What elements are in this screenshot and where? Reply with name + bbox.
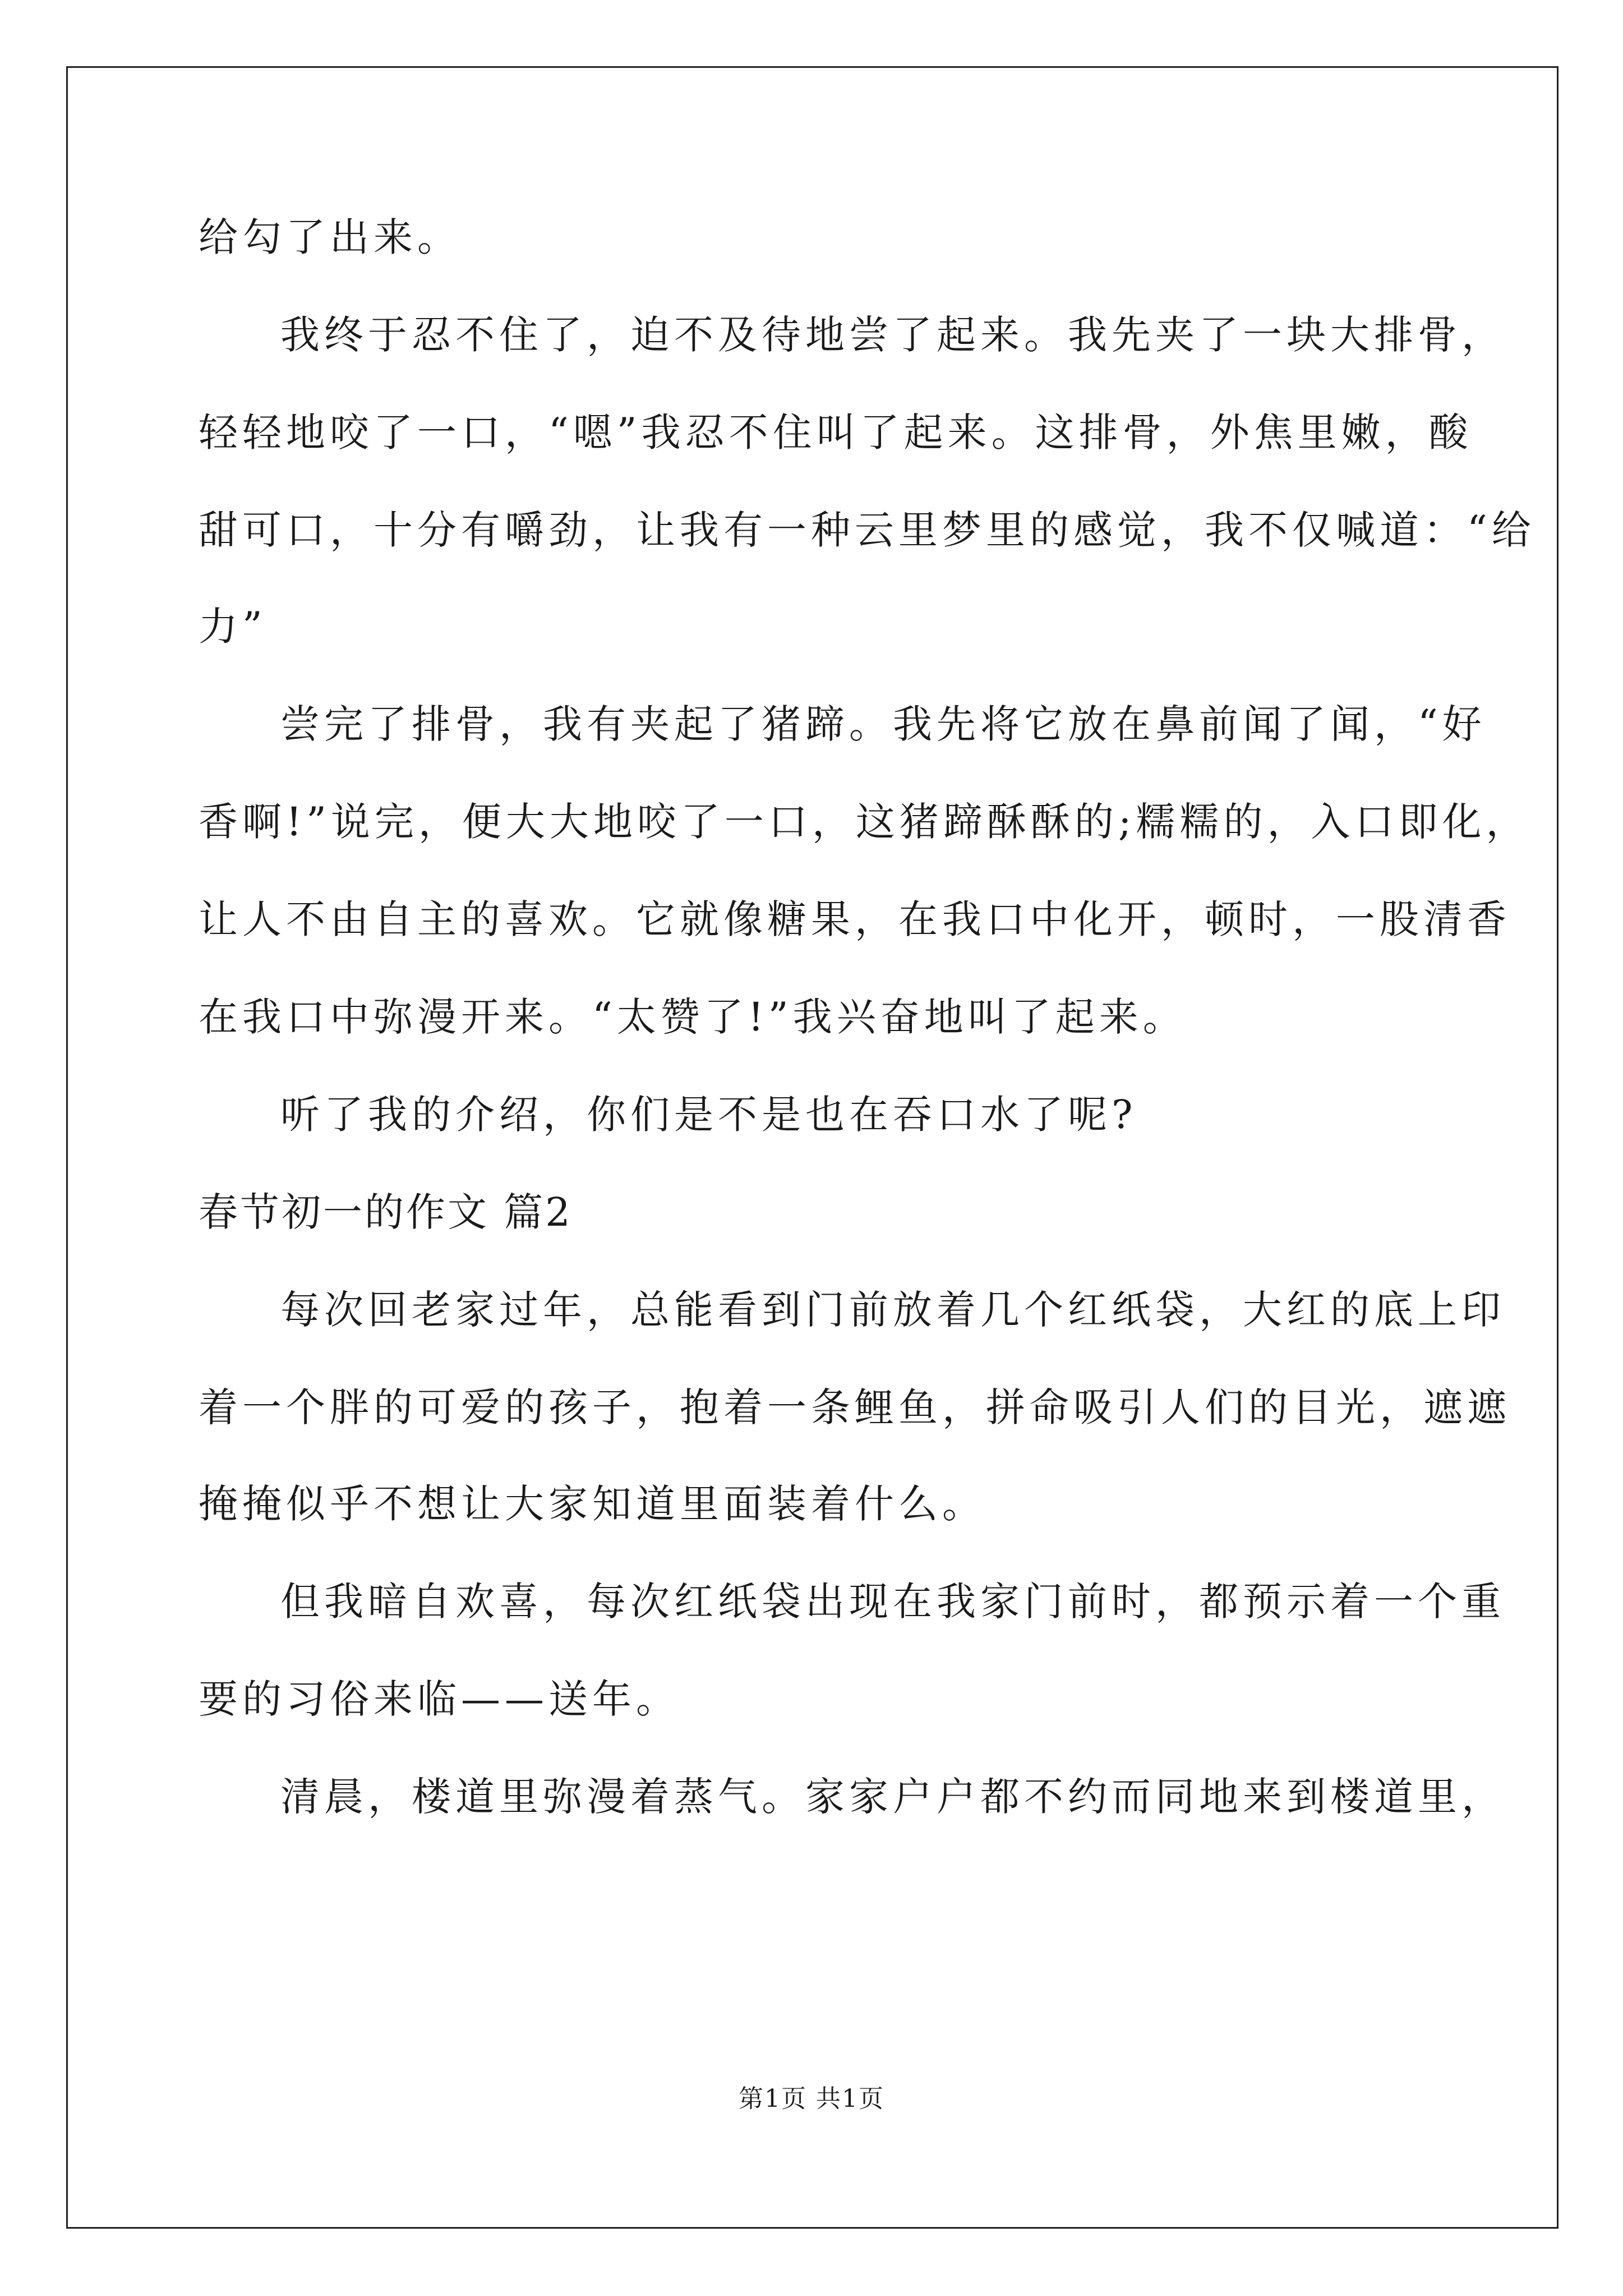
paragraph-first-line: 清晨，楼道里弥漫着蒸气。家家户户都不约而同地来到楼道里， bbox=[280, 1774, 1505, 1820]
paragraph-first-line: 每次回老家过年，总能看到门前放着几个红纸袋，大红的底上印 bbox=[280, 1287, 1505, 1333]
text-line: 要的习俗来临——送年。 bbox=[199, 1676, 680, 1722]
text-line: 让人不由自主的喜欢。它就像糖果，在我口中化开，顿时，一股清香 bbox=[199, 896, 1511, 942]
text-line: 轻轻地咬了一口，“嗯”我忍不住叫了起来。这排骨，外焦里嫩，酸 bbox=[199, 409, 1473, 455]
text-line: 掩掩似乎不想让大家知道里面装着什么。 bbox=[199, 1481, 986, 1527]
text-line: 甜可口，十分有嚼劲，让我有一种云里梦里的感觉，我不仅喊道：“给 bbox=[199, 507, 1536, 553]
page-border bbox=[66, 66, 1559, 2229]
text-line: 力” bbox=[199, 604, 267, 650]
text-line: 着一个胖的可爱的孩子，抱着一条鲤鱼，拼命吸引人们的目光，遮遮 bbox=[199, 1384, 1511, 1430]
paragraph-first-line: 听了我的介绍，你们是不是也在吞口水了呢? bbox=[280, 1092, 1137, 1138]
text-line: 给勾了出来。 bbox=[199, 214, 461, 260]
text-line: 在我口中弥漫开来。“太赞了!”我兴奋地叫了起来。 bbox=[199, 994, 1187, 1040]
paragraph-first-line: 尝完了排骨，我有夹起了猪蹄。我先将它放在鼻前闻了闻，“好 bbox=[280, 701, 1486, 747]
paragraph-first-line: 但我暗自欢喜，每次红纸袋出现在我家门前时，都预示着一个重 bbox=[280, 1579, 1505, 1625]
paragraph-first-line: 我终于忍不住了，迫不及待地尝了起来。我先夹了一块大排骨， bbox=[280, 312, 1505, 358]
text-line: 香啊!”说完，便大大地咬了一口，这猪蹄酥酥的;糯糯的，入口即化， bbox=[199, 799, 1530, 845]
page-number-footer: 第1页 共1页 bbox=[739, 2085, 884, 2113]
section-heading: 春节初一的作文 篇2 bbox=[199, 1189, 573, 1235]
